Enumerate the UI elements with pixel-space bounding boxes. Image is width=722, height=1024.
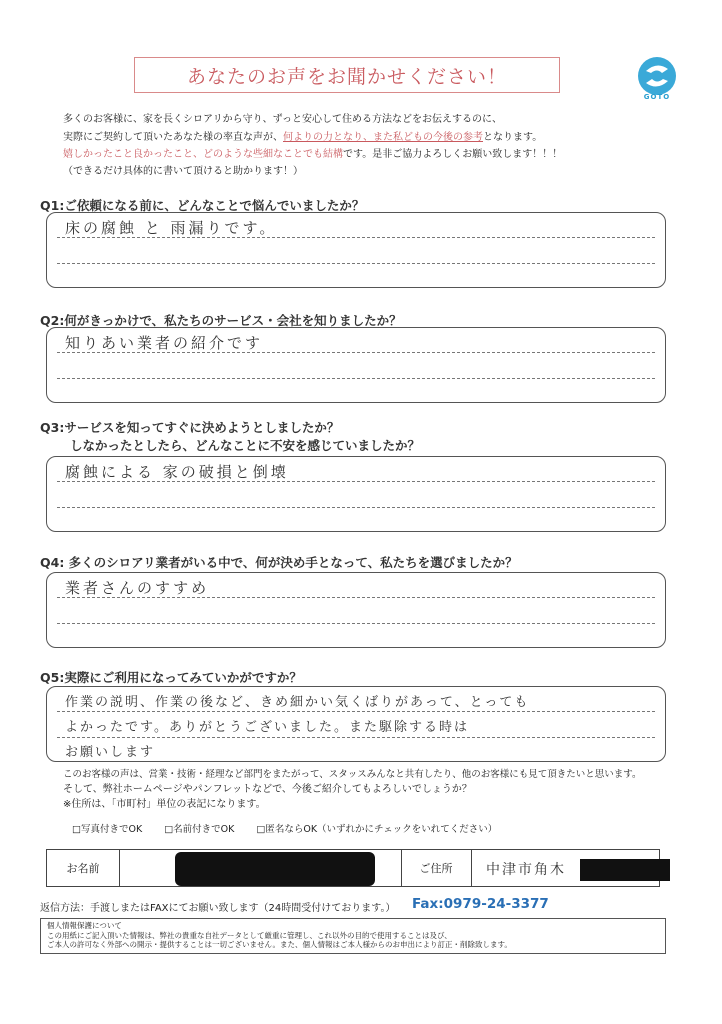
address-value: 中津市角木 (486, 862, 566, 878)
reply-method: 返信方法：手渡しまたはFAXにてお願い致します（24時間受付けております。） (40, 903, 396, 914)
check-anonymous-ok[interactable]: □匿名ならOK（いずれかにチェックをいれてください） (256, 824, 498, 835)
address-field[interactable] (472, 850, 660, 886)
privacy-line-2: ご本人の許可なく外部への開示・提供することは一切ございません。また、個人情報はご本人様からのお申出により訂正・削除致します。 (47, 940, 512, 949)
name-address-row (46, 849, 660, 887)
privacy-notice (40, 918, 666, 954)
intro-line-1: 多くのお客様に、家を長くシロアリから守り、ずっと安心して住める方法などをお伝えするのに、 (63, 114, 502, 125)
privacy-title: 個人情報保護について (47, 921, 122, 930)
intro-line-2a: 実際にご契約して頂いたあなた様の率直な声が、 (63, 132, 283, 143)
answer-3-line-1: 腐蝕による 家の破損と倒壊 (65, 463, 289, 481)
answer-2-line-1: 知りあい業者の紹介です (65, 334, 264, 352)
name-label: お名前 (66, 862, 100, 875)
address-label: ご住所 (419, 862, 453, 875)
answer-5-line-3: お願いします (65, 745, 156, 760)
question-4-label: Q4: 多くのシロアリ業者がいる中で、何が決め手となって、私たちを選びましたか？ (40, 555, 518, 570)
logo-text: GOTO (643, 93, 671, 101)
check-photo-ok[interactable]: □写真付きでOK (72, 824, 143, 835)
question-2-label: Q2:何がきっかけで、私たちのサービス・会社を知りましたか？ (40, 313, 402, 328)
answer-1-line-1: 床の腐蝕 と 雨漏りです。 (65, 219, 278, 237)
redacted-address (580, 859, 670, 881)
intro-line-4: （できるだけ具体的に書いて頂けると助かります！） (63, 166, 303, 177)
name-field[interactable] (120, 850, 400, 886)
intro-line-2c: となります。 (483, 132, 543, 143)
answer-5-line-2: よかったです。ありがとうございました。また駆除する時は (65, 720, 469, 735)
answer-4-line-1: 業者さんのすすめ (65, 579, 210, 597)
redacted-name (175, 852, 375, 886)
fax-number: Fax:0979-24-3377 (412, 896, 549, 912)
check-name-ok[interactable]: □名前付きでOK (164, 824, 235, 835)
question-3-label: Q3:サービスを知ってすぐに決めようとしましたか？ (40, 420, 340, 435)
privacy-line-1: この用紙にご記入頂いた情報は、弊社の貴重な自社データとして厳重に管理し、これ以外の目的で使用することは及び、 (47, 930, 452, 940)
notice-line-1: このお客様の声は、営業・技術・経理など部門をまたがって、スタッスみんなと共有したり、他のお客様にも見て頂きたいと思います。 (63, 769, 642, 780)
question-1-label: Q1:ご依頼になる前に、どんなことで悩んでいましたか？ (40, 198, 365, 213)
answer-5-line-1: 作業の説明、作業の後など、きめ細かい気くばりがあって、とっても (65, 695, 530, 710)
notice-line-2: そして、弊社ホームページやパンフレットなどで、今後ご紹介してもよろしいでしょうか？ (63, 784, 472, 795)
intro-line-2 (63, 130, 542, 145)
intro-line-3 (63, 147, 562, 162)
notice-line-3: ※住所は、「市町村」単位の表記になります。 (63, 799, 266, 810)
intro-line-2b: 何よりの力となり、また私どもの今後の参考 (283, 132, 483, 143)
intro-line-3a: 嬉しかったこと良かったこと、どのような些細なことでも結構 (63, 149, 343, 160)
permission-checks (72, 821, 519, 835)
answer-box-4[interactable] (46, 572, 666, 648)
question-5-label: Q5:実際にご利用になってみていかがですか？ (40, 670, 302, 685)
page-title: あなたのお声をお聞かせください！ (134, 57, 560, 93)
answer-box-3[interactable] (46, 456, 666, 532)
answer-box-2[interactable] (46, 327, 666, 403)
question-3-label-2: しなかったとしたら、どんなことに不安を感じていましたか？ (70, 438, 421, 453)
answer-box-5[interactable] (46, 686, 666, 762)
answer-box-1[interactable] (46, 212, 666, 288)
intro-line-3b: です。是非ご協力よろしくお願い致します！！！ (343, 149, 563, 160)
